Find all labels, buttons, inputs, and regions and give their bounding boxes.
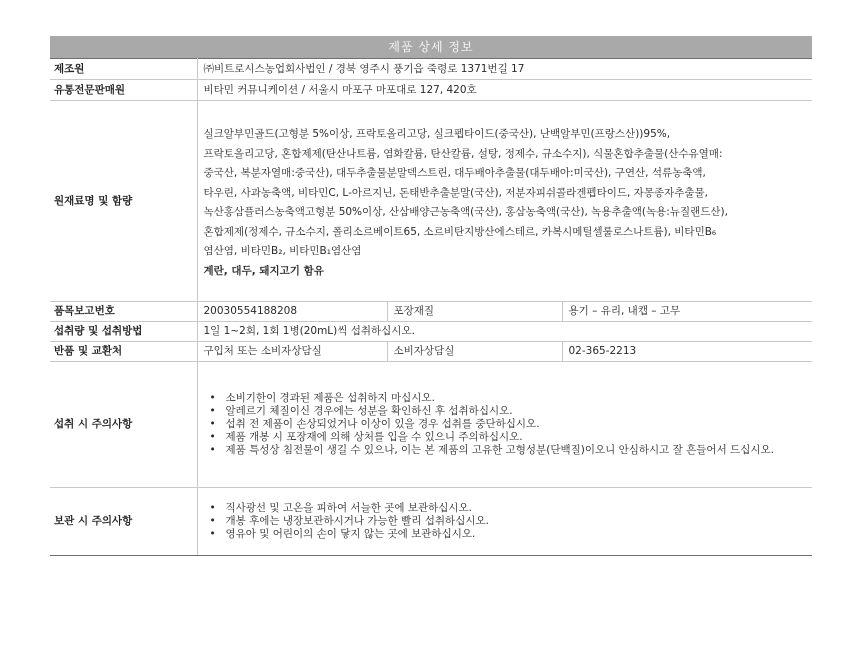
product-info-table — [50, 58, 812, 556]
list-item: • 제품 개봉 시 포장재에 의해 상처를 입을 수 있으니 주의하십시오. — [226, 431, 813, 444]
table-row — [50, 342, 812, 362]
distributor-value: 비타민 커뮤니케이션 / 서울시 마포구 마포대로 127, 420호 — [197, 80, 812, 101]
list-item: • 제품 특성상 침전물이 생길 수 있으나, 이는 본 제품의 고유한 고형성분(단백질)이오니 안심하시고 잘 흔들어서 드십시오. — [226, 444, 813, 457]
report-number-label: 품목보고번호 — [50, 302, 197, 322]
consumer-center-label: 소비자상담실 — [387, 342, 562, 362]
returns-value: 구입처 또는 소비자상담실 — [197, 342, 387, 362]
manufacturer-value: ㈜비트로시스농업회사법인 / 경북 영주시 풍기읍 죽령로 1371번길 17 — [197, 59, 812, 80]
table-row — [50, 59, 812, 80]
panel-title: 제품 상세 정보 — [50, 36, 812, 58]
manufacturer-label: 제조원 — [50, 59, 197, 80]
ingredient-line: 녹산홍삼플러스농축액고형분 50%이상, 산삼배양근농축액(국산), 홍삼농축액(국산), 녹용추출액(녹용:뉴질랜드산), — [203, 206, 728, 218]
storage-cautions-label: 보관 시 주의사항 — [50, 488, 197, 556]
consumer-center-phone: 02-365-2213 — [562, 342, 812, 362]
ingredient-line: 중국산, 복분자열매:중국산), 대두추출물분말덱스트린, 대두배아추출물(대두배아:미국산), 구연산, 석류농축액, — [203, 167, 706, 179]
table-row — [50, 322, 812, 342]
intake-cautions-label: 섭취 시 주의사항 — [50, 362, 197, 488]
table-row — [50, 80, 812, 101]
list-item: • 섭취 전 제품이 손상되었거나 이상이 있을 경우 섭취를 중단하십시오. — [226, 418, 813, 431]
table-row — [50, 302, 812, 322]
ingredient-line: 염산염, 비타민B₂, 비타민B₁염산염 — [203, 245, 362, 257]
intake-cautions-list — [204, 392, 813, 457]
allergen-notice: 계란, 대두, 돼지고기 함유 — [203, 264, 324, 277]
distributor-label: 유통전문판매원 — [50, 80, 197, 101]
ingredient-line: 혼합제제(정제수, 규소수지, 폴리소르베이트65, 소르비탄지방산에스테르, 카복시메틸셀룰로스나트륨), 비타민B₆ — [203, 225, 717, 238]
packaging-value: 용기 – 유리, 내캡 – 고무 — [562, 302, 812, 322]
intake-cautions-value — [197, 362, 812, 488]
ingredient-line: 실크알부민골드(고형분 5%이상, 프락토올리고당, 실크펩타이드(중국산), 난백알부민(프랑스산))95%, — [203, 128, 671, 140]
report-number-value: 20030554188208 — [197, 302, 387, 322]
returns-label: 반품 및 교환처 — [50, 342, 197, 362]
list-item: • 직사광선 및 고온을 피하여 서늘한 곳에 보관하십시오. — [226, 502, 813, 515]
list-item: • 개봉 후에는 냉장보관하시거나 가능한 빨리 섭취하십시오. — [226, 515, 813, 528]
intake-value: 1일 1~2회, 1회 1병(20mL)씩 섭취하십시오. — [197, 322, 812, 342]
table-row — [50, 101, 812, 302]
table-row — [50, 488, 812, 556]
table-row — [50, 362, 812, 488]
list-item: • 영유아 및 어린이의 손이 닿지 않는 곳에 보관하십시오. — [226, 528, 813, 541]
ingredients-label: 원재료명 및 함량 — [50, 101, 197, 302]
intake-label: 섭취량 및 섭취방법 — [50, 322, 197, 342]
ingredient-line: 타우린, 사과농축액, 비타민C, L-아르지닌, 돈태반추출분말(국산), 저분자피쉬콜라겐펩타이드, 자몽종자추출물, — [203, 186, 709, 199]
product-detail-panel — [50, 36, 812, 556]
list-item: • 소비기한이 경과된 제품은 섭취하지 마십시오. — [226, 392, 813, 405]
ingredients-value — [197, 101, 812, 302]
list-item: • 알레르기 체질이신 경우에는 성분을 확인하신 후 섭취하십시오. — [226, 405, 813, 418]
storage-cautions-value — [197, 488, 812, 556]
packaging-label: 포장재질 — [387, 302, 562, 322]
ingredient-line: 프락토올리고당, 혼합제제(탄산나트륨, 염화칼륨, 탄산칼륨, 설탕, 정제수, 규소수지), 식물혼합추출물(산수유열매: — [203, 147, 723, 160]
storage-cautions-list — [204, 502, 813, 541]
